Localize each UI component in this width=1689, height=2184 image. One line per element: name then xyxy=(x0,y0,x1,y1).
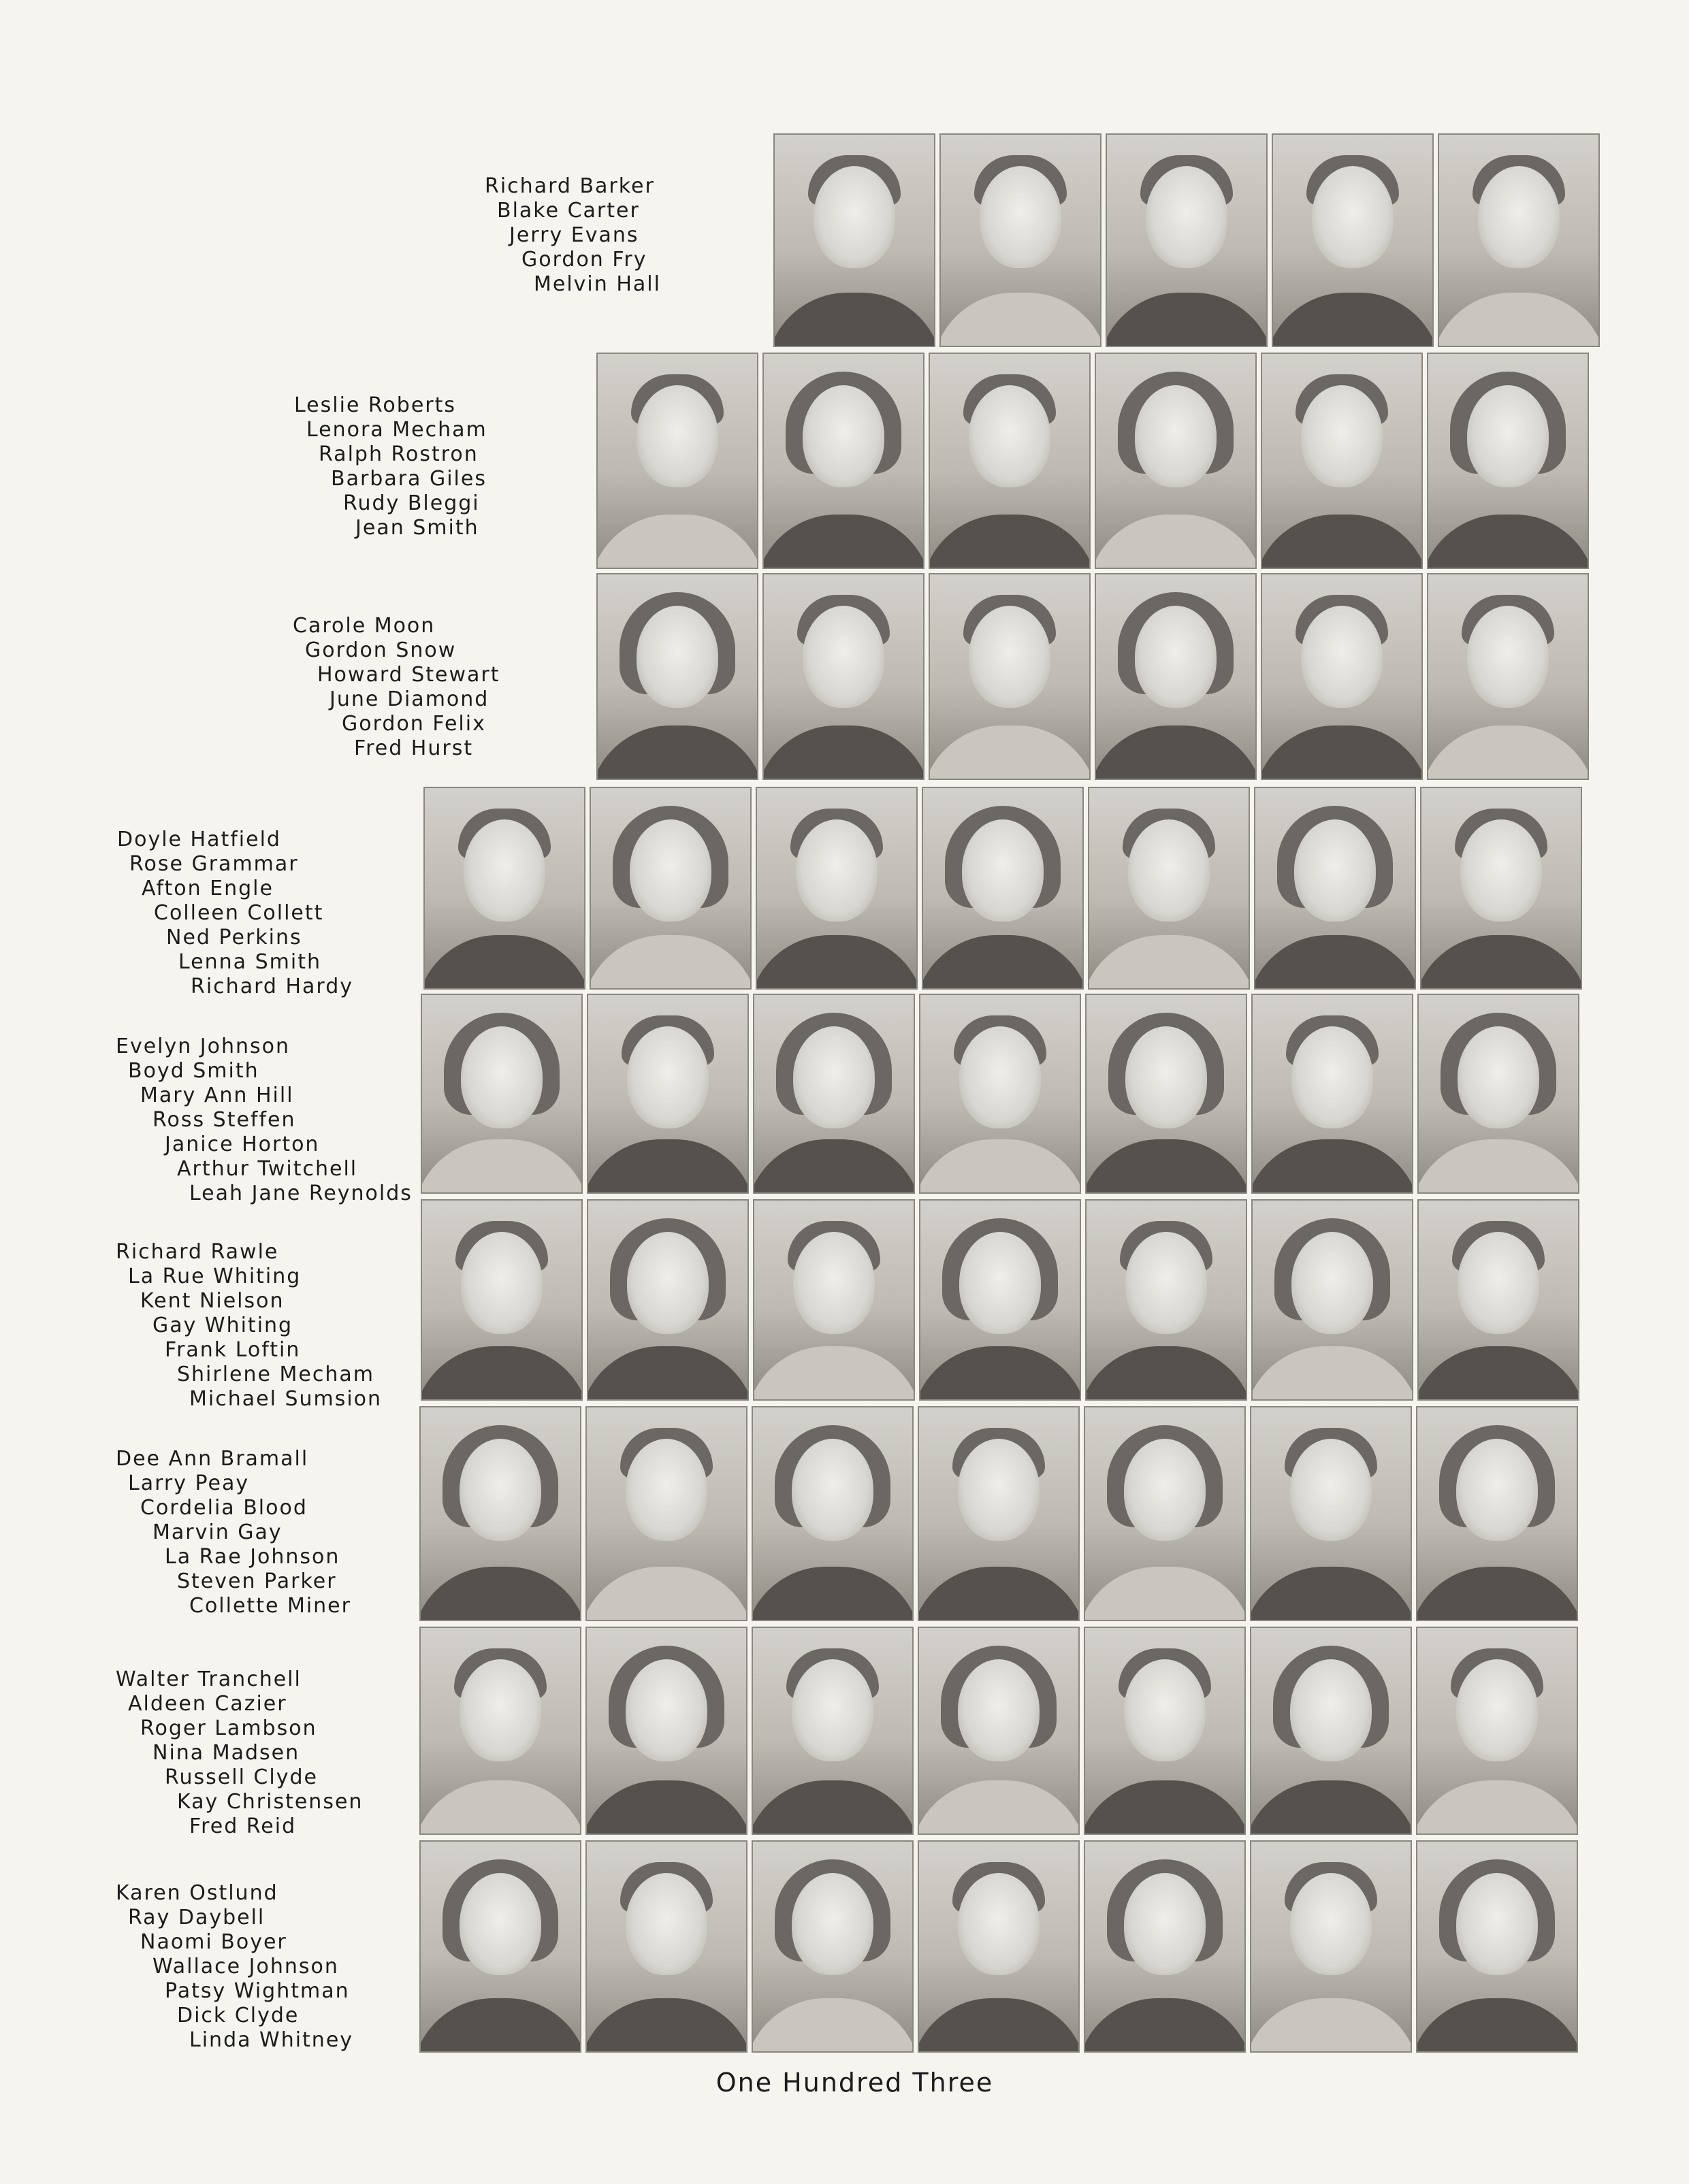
student-name: Rudy Bleggi xyxy=(343,491,480,515)
student-name: Kent Nielson xyxy=(140,1289,285,1313)
photo-strip xyxy=(773,133,1600,347)
student-name: Aldeen Cazier xyxy=(128,1692,287,1716)
class-row xyxy=(0,994,1689,1205)
student-name: Gordon Felix xyxy=(342,712,486,736)
portrait-frame xyxy=(762,573,924,780)
student-name: Carole Moon xyxy=(293,614,436,638)
portrait-frame xyxy=(1438,133,1600,347)
student-portrait xyxy=(419,1406,581,1621)
portrait-frame xyxy=(1084,1840,1246,2053)
student-portrait xyxy=(1088,787,1250,990)
photo-strip xyxy=(423,787,1582,990)
student-portrait xyxy=(585,1627,747,1835)
student-portrait xyxy=(752,1840,914,2053)
student-name: Kay Christensen xyxy=(177,1790,364,1814)
student-portrait xyxy=(1251,994,1413,1194)
student-portrait xyxy=(1420,787,1582,990)
student-name: Richard Hardy xyxy=(191,975,354,998)
student-portrait xyxy=(419,1627,581,1835)
portrait-frame xyxy=(585,1406,747,1621)
student-portrait xyxy=(1416,1406,1578,1621)
portrait-frame xyxy=(1416,1406,1578,1621)
student-portrait xyxy=(1416,1627,1578,1835)
student-portrait xyxy=(421,994,583,1194)
portrait-frame xyxy=(1095,573,1257,780)
student-portrait xyxy=(753,994,915,1194)
student-portrait xyxy=(1095,353,1257,569)
student-name: Frank Loftin xyxy=(165,1338,301,1362)
student-portrait xyxy=(918,1406,1080,1621)
student-name: Lenora Mecham xyxy=(306,418,487,442)
student-portrait xyxy=(1251,1199,1413,1401)
student-portrait xyxy=(929,353,1091,569)
student-portrait xyxy=(929,573,1091,780)
student-portrait xyxy=(762,573,924,780)
portrait-frame xyxy=(922,787,1084,990)
portrait-frame xyxy=(1272,133,1434,347)
name-list xyxy=(116,1447,351,1618)
student-portrait xyxy=(939,133,1101,347)
student-portrait xyxy=(1254,787,1416,990)
student-name: Blake Carter xyxy=(497,199,640,223)
student-name: Roger Lambson xyxy=(140,1716,317,1740)
student-portrait xyxy=(918,1627,1080,1835)
photo-strip xyxy=(421,1199,1579,1401)
student-portrait xyxy=(1084,1840,1246,2053)
portrait-frame xyxy=(773,133,935,347)
student-portrait xyxy=(1261,573,1423,780)
student-name: Fred Reid xyxy=(189,1814,297,1838)
portrait-frame xyxy=(1250,1406,1412,1621)
portrait-frame xyxy=(1095,353,1257,569)
portrait-frame xyxy=(585,1840,747,2053)
portrait-frame xyxy=(1416,1840,1578,2053)
student-portrait xyxy=(1250,1627,1412,1835)
class-row xyxy=(0,1627,1689,1838)
page-number: One Hundred Three xyxy=(715,2068,994,2098)
student-portrait xyxy=(773,133,935,347)
student-name: Steven Parker xyxy=(177,1569,337,1593)
student-name: Lenna Smith xyxy=(178,950,321,974)
portrait-frame xyxy=(419,1406,581,1621)
student-name: Michael Sumsion xyxy=(189,1387,383,1411)
student-portrait xyxy=(752,1406,914,1621)
student-portrait xyxy=(1427,353,1589,569)
portrait-frame xyxy=(1261,573,1423,780)
student-name: Gay Whiting xyxy=(152,1314,293,1337)
portrait-frame xyxy=(1250,1840,1412,2053)
portrait-frame xyxy=(590,787,752,990)
name-list xyxy=(293,614,500,761)
student-portrait xyxy=(423,787,585,990)
student-name: Richard Barker xyxy=(485,174,655,198)
portrait-frame xyxy=(1106,133,1268,347)
student-name: Walter Tranchell xyxy=(116,1667,302,1691)
student-name: Rose Grammar xyxy=(129,852,299,876)
student-name: Mary Ann Hill xyxy=(140,1083,294,1107)
portrait-frame xyxy=(918,1406,1080,1621)
student-name: Leah Jane Reynolds xyxy=(189,1181,413,1205)
student-portrait xyxy=(922,787,1084,990)
portrait-frame xyxy=(1251,1199,1413,1401)
portrait-frame xyxy=(587,994,749,1194)
portrait-frame xyxy=(1417,994,1579,1194)
photo-strip xyxy=(419,1406,1578,1621)
student-name: Russell Clyde xyxy=(165,1765,318,1789)
student-name: Jean Smith xyxy=(355,516,479,540)
student-name: Naomi Boyer xyxy=(140,1930,287,1954)
name-list xyxy=(117,828,353,999)
student-name: Patsy Wightman xyxy=(165,1979,350,2003)
student-portrait xyxy=(1084,1627,1246,1835)
student-portrait xyxy=(1416,1840,1578,2053)
student-portrait xyxy=(590,787,752,990)
portrait-frame xyxy=(918,1840,1080,2053)
student-name: Ralph Rostron xyxy=(319,442,479,466)
student-portrait xyxy=(756,787,918,990)
student-portrait xyxy=(1417,994,1579,1194)
portrait-frame xyxy=(1251,994,1413,1194)
portrait-frame xyxy=(753,1199,915,1401)
student-name: Howard Stewart xyxy=(317,663,500,687)
student-portrait xyxy=(419,1840,581,2053)
portrait-frame xyxy=(421,994,583,1194)
student-portrait xyxy=(421,1199,583,1401)
student-portrait xyxy=(1250,1406,1412,1621)
student-name: Larry Peay xyxy=(128,1471,250,1495)
student-name: Nina Madsen xyxy=(152,1741,300,1765)
portrait-frame xyxy=(1261,353,1423,569)
student-portrait xyxy=(596,573,758,780)
portrait-frame xyxy=(1250,1627,1412,1835)
student-name: Melvin Hall xyxy=(534,272,661,296)
portrait-frame xyxy=(919,994,1081,1194)
class-row xyxy=(0,573,1689,780)
name-list xyxy=(116,1881,353,2053)
portrait-frame xyxy=(1085,994,1247,1194)
portrait-frame xyxy=(919,1199,1081,1401)
portrait-frame xyxy=(752,1627,914,1835)
student-name: Dick Clyde xyxy=(177,2004,300,2027)
portrait-frame xyxy=(423,787,585,990)
student-portrait xyxy=(752,1627,914,1835)
portrait-frame xyxy=(918,1627,1080,1835)
portrait-frame xyxy=(939,133,1101,347)
student-name: Wallace Johnson xyxy=(152,1955,339,1978)
portrait-frame xyxy=(1420,787,1582,990)
portrait-frame xyxy=(752,1840,914,2053)
photo-strip xyxy=(419,1627,1578,1835)
name-list xyxy=(116,1667,363,1839)
student-portrait xyxy=(1417,1199,1579,1401)
student-name: Richard Rawle xyxy=(116,1240,279,1264)
student-name: Leslie Roberts xyxy=(294,393,457,417)
student-portrait xyxy=(1261,353,1423,569)
class-row xyxy=(0,1840,1689,2053)
portrait-frame xyxy=(1088,787,1250,990)
name-list xyxy=(294,393,487,540)
student-name: Boyd Smith xyxy=(128,1059,259,1083)
student-name: Ray Daybell xyxy=(128,1906,266,1929)
student-name: Ned Perkins xyxy=(166,926,302,949)
portrait-frame xyxy=(1084,1627,1246,1835)
student-name: Dee Ann Bramall xyxy=(116,1447,309,1471)
portrait-frame xyxy=(929,573,1091,780)
portrait-frame xyxy=(1254,787,1416,990)
student-portrait xyxy=(587,994,749,1194)
portrait-frame xyxy=(762,353,924,569)
portrait-frame xyxy=(752,1406,914,1621)
student-name: Barbara Giles xyxy=(331,467,487,491)
student-portrait xyxy=(587,1199,749,1401)
student-portrait xyxy=(1106,133,1268,347)
student-name: Gordon Fry xyxy=(521,248,647,272)
class-row xyxy=(0,133,1689,347)
student-name: Collette Miner xyxy=(189,1594,351,1618)
student-name: Ross Steffen xyxy=(152,1108,296,1132)
student-name: Jerry Evans xyxy=(509,223,639,247)
class-row xyxy=(0,1406,1689,1621)
name-list xyxy=(485,174,661,297)
student-portrait xyxy=(1084,1406,1246,1621)
portrait-frame xyxy=(419,1840,581,2053)
class-row xyxy=(0,1199,1689,1411)
student-portrait xyxy=(918,1840,1080,2053)
student-portrait xyxy=(919,1199,1081,1401)
student-name: Evelyn Johnson xyxy=(116,1034,291,1058)
student-portrait xyxy=(919,994,1081,1194)
student-portrait xyxy=(1272,133,1434,347)
portrait-frame xyxy=(1427,353,1589,569)
portrait-frame xyxy=(756,787,918,990)
student-name: Afton Engle xyxy=(142,877,274,900)
student-name: Janice Horton xyxy=(165,1132,320,1156)
student-name: Colleen Collett xyxy=(154,901,324,925)
portrait-frame xyxy=(596,353,758,569)
portrait-frame xyxy=(419,1627,581,1835)
portrait-frame xyxy=(1085,1199,1247,1401)
portrait-frame xyxy=(929,353,1091,569)
student-name: Fred Hurst xyxy=(354,736,474,760)
portrait-frame xyxy=(1416,1627,1578,1835)
photo-strip xyxy=(421,994,1579,1194)
portrait-frame xyxy=(1427,573,1589,780)
portrait-frame xyxy=(596,573,758,780)
student-name: La Rae Johnson xyxy=(165,1545,340,1569)
student-name: Marvin Gay xyxy=(152,1520,283,1544)
portrait-frame xyxy=(1084,1406,1246,1621)
portrait-frame xyxy=(1417,1199,1579,1401)
class-row xyxy=(0,787,1689,998)
student-name: Doyle Hatfield xyxy=(117,828,281,851)
portrait-frame xyxy=(585,1627,747,1835)
student-name: Karen Ostlund xyxy=(116,1881,278,1905)
student-portrait xyxy=(1427,573,1589,780)
student-portrait xyxy=(762,353,924,569)
photo-strip xyxy=(419,1840,1578,2053)
student-portrait xyxy=(585,1406,747,1621)
student-portrait xyxy=(596,353,758,569)
portrait-frame xyxy=(421,1199,583,1401)
student-portrait xyxy=(1095,573,1257,780)
photo-strip xyxy=(596,573,1589,780)
name-list xyxy=(116,1240,382,1412)
student-name: Linda Whitney xyxy=(189,2028,354,2052)
student-name: June Diamond xyxy=(329,687,489,711)
student-portrait xyxy=(1250,1840,1412,2053)
student-portrait xyxy=(1085,1199,1247,1401)
student-portrait xyxy=(1085,994,1247,1194)
class-row xyxy=(0,353,1689,569)
student-name: Cordelia Blood xyxy=(140,1496,308,1520)
student-name: Shirlene Mecham xyxy=(177,1363,374,1386)
photo-strip xyxy=(596,353,1589,569)
student-name: La Rue Whiting xyxy=(128,1265,302,1288)
student-name: Arthur Twitchell xyxy=(177,1157,358,1181)
student-portrait xyxy=(753,1199,915,1401)
student-portrait xyxy=(1438,133,1600,347)
name-list xyxy=(116,1034,413,1206)
portrait-frame xyxy=(587,1199,749,1401)
student-portrait xyxy=(585,1840,747,2053)
student-name: Gordon Snow xyxy=(305,638,457,662)
portrait-frame xyxy=(753,994,915,1194)
